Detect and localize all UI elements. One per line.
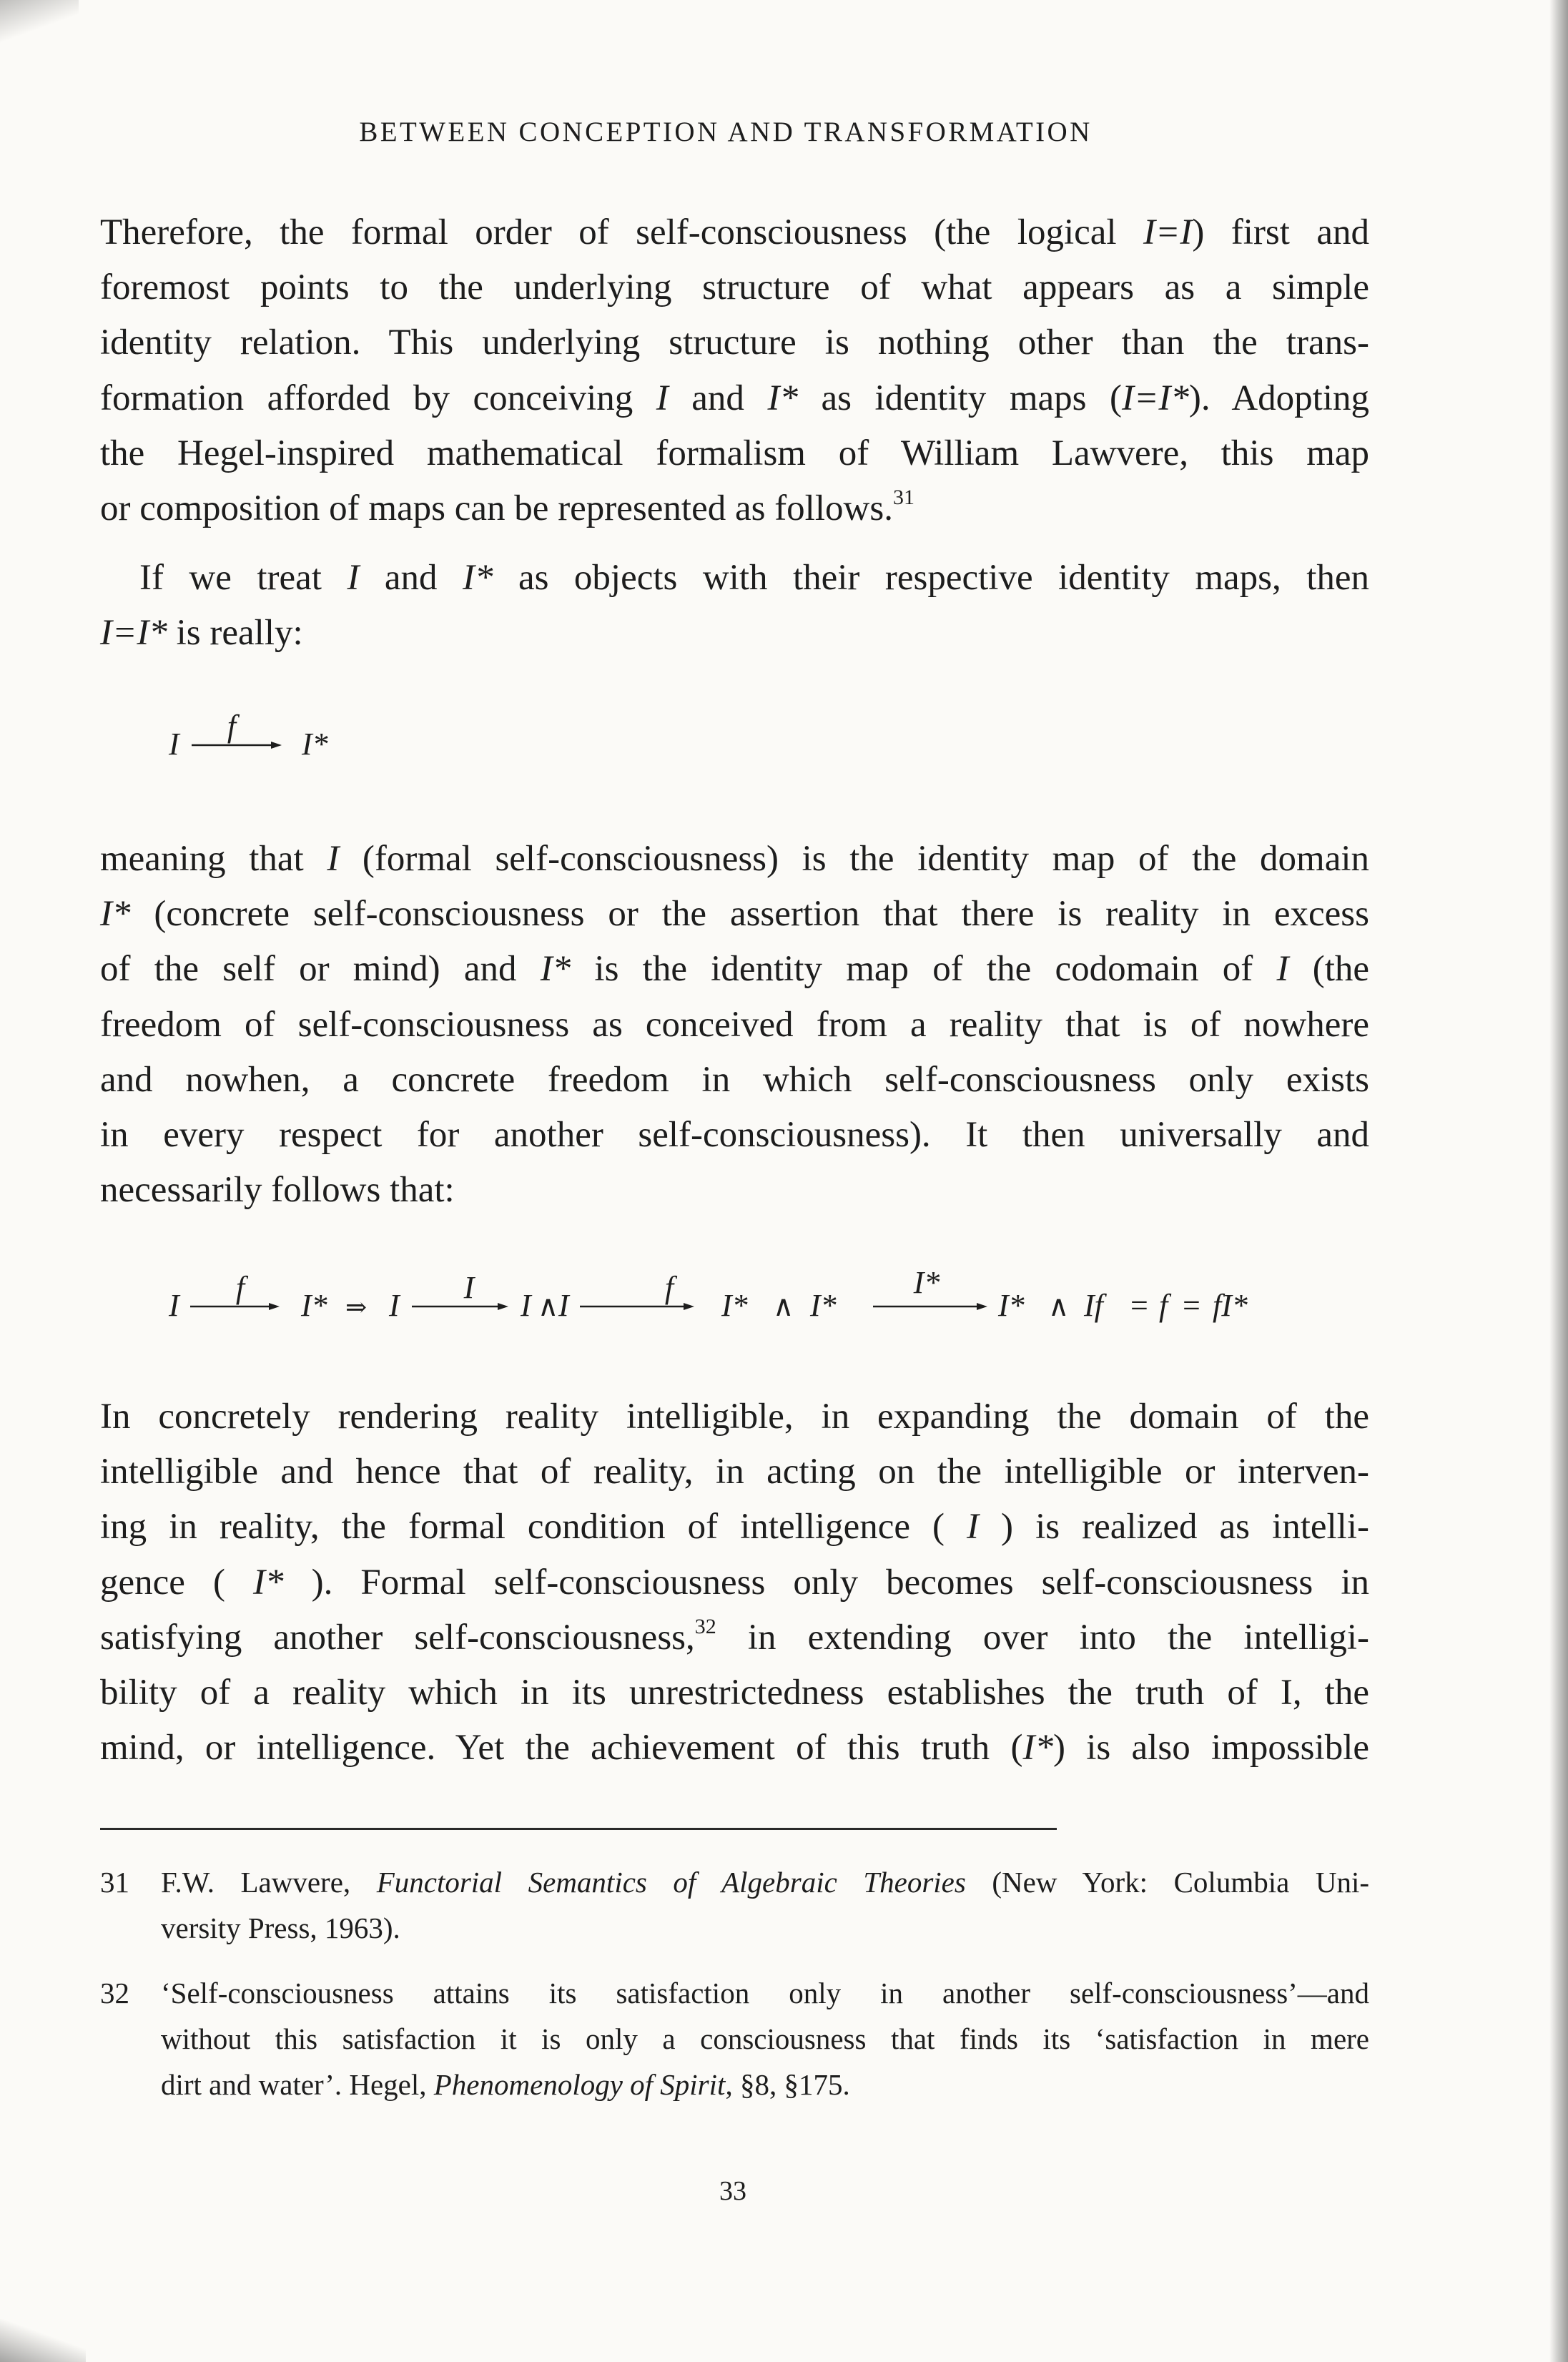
eq2-wedge-3: ∧ bbox=[1048, 1290, 1070, 1322]
scan-shadow-corner bbox=[0, 0, 79, 50]
footnote-32 bbox=[100, 1970, 1369, 2113]
fn32-line-2: without this satisfaction it is only a consciousness that finds its ‘satisfaction in mere bbox=[161, 2022, 1369, 2055]
p4-line-2: intelligible and hence that of reality, in acting on the intelligible or interven- bbox=[100, 1452, 1369, 1492]
footnote-31 bbox=[100, 1859, 1369, 1952]
eq2-arrow-4-label: I* bbox=[913, 1265, 940, 1300]
eq1-source: I bbox=[169, 727, 179, 762]
eq2-arrow-3-label: f bbox=[664, 1270, 674, 1305]
eq2-implies: ⇒ bbox=[345, 1293, 368, 1322]
eq2-arrow-3-head bbox=[684, 1303, 694, 1310]
eq2-term-4: I bbox=[521, 1288, 531, 1323]
eq2-equals-2: = bbox=[1183, 1288, 1200, 1323]
p3-line-5: and nowhen, a concrete freedom in which self-consciousness only exists bbox=[100, 1059, 1369, 1100]
eq2-equals-1: = bbox=[1130, 1288, 1148, 1323]
eq1-target: I* bbox=[302, 727, 328, 762]
p4-line-1: In concretely rendering reality intelligible, in expanding the domain of the bbox=[100, 1397, 1369, 1437]
eq2-arrow-4-head bbox=[977, 1303, 987, 1310]
p4-line-5: satisfying another self-consciousness,$^{32}$ in extending over into the intelligi- bbox=[100, 1614, 1369, 1658]
eq2-term-10: f bbox=[1159, 1288, 1168, 1323]
equation-2 bbox=[169, 1259, 1348, 1341]
equation-2-svg bbox=[169, 1259, 1348, 1337]
eq1-arrow-label: f bbox=[227, 709, 237, 744]
fn31-line-1: F.W. Lawvere, Functorial Semantics of Algebraic Theories (New York: Columbia Uni- bbox=[161, 1866, 1369, 1899]
eq2-term-1: I bbox=[169, 1288, 179, 1323]
eq2-term-3: I bbox=[389, 1288, 400, 1323]
p1-line-4: formation afforded by conceiving I and I* as identity maps (I=I*). Adopting bbox=[100, 378, 1370, 418]
eq2-term-8: I* bbox=[998, 1288, 1025, 1323]
scan-shadow-gutter bbox=[1549, 0, 1568, 2362]
eq2-term-11: fI* bbox=[1213, 1288, 1248, 1323]
footnote-32-text bbox=[161, 1970, 1369, 2107]
p2-line-2: I=I* is really: bbox=[100, 613, 303, 654]
footnote-31-number: 31 bbox=[100, 1866, 129, 1899]
page-number: 33 bbox=[719, 2176, 746, 2206]
eq2-term-9: If bbox=[1084, 1288, 1103, 1323]
p1-line-1: Therefore, the formal order of self-consciousness (the logical I=I) first and bbox=[100, 212, 1369, 252]
paragraph-3 bbox=[100, 832, 1369, 1218]
eq2-wedge-1: ∧ bbox=[538, 1290, 559, 1322]
equation-1 bbox=[169, 708, 398, 776]
p1-line-2: foremost points to the underlying structure of what appears as a simple bbox=[100, 267, 1369, 308]
p3-line-3: of the self or mind) and I* is the identity map of the codomain of I (the bbox=[100, 949, 1369, 990]
p4-line-3: ing in reality, the formal condition of intelligence ( I ) is realized as intelli- bbox=[100, 1507, 1369, 1547]
p3-line-4: freedom of self-consciousness as conceived from a reality that is of nowhere bbox=[100, 1004, 1369, 1045]
eq2-term-5: I bbox=[558, 1288, 569, 1323]
footnote-31-text bbox=[161, 1859, 1369, 1951]
eq2-term-7: I* bbox=[810, 1288, 837, 1323]
fn31-line-2: versity Press, 1963). bbox=[161, 1911, 400, 1944]
equation-1-svg bbox=[169, 708, 398, 772]
footnote-ref-31[interactable]: 31 bbox=[892, 486, 914, 510]
footnote-32-number: 32 bbox=[100, 1977, 129, 2009]
paragraph-1 bbox=[100, 205, 1369, 536]
eq2-wedge-2: ∧ bbox=[773, 1290, 794, 1322]
eq2-arrow-1-head bbox=[269, 1303, 280, 1310]
paragraph-2 bbox=[100, 551, 1369, 661]
p1-line-6: or composition of maps can be represented as follows.$^{31}$ bbox=[100, 486, 914, 529]
paragraph-4 bbox=[100, 1389, 1369, 1776]
p4-line-6: bility of a reality which in its unrestrictedness establishes the truth of I, the bbox=[100, 1673, 1369, 1713]
footnote-rule bbox=[100, 1828, 1057, 1830]
p4-line-4: gence ( I* ). Formal self-consciousness only becomes self-consciousness in bbox=[100, 1562, 1369, 1603]
fn32-line-3: dirt and water’. Hegel, Phenomenology of Spirit, §8, §175. bbox=[161, 2068, 850, 2101]
p3-line-6: in every respect for another self-consciousness). It then universally and bbox=[100, 1115, 1369, 1156]
fn32-line-1: ‘Self-consciousness attains its satisfaction only in another self-consciousness’—and bbox=[161, 1977, 1369, 2009]
scan-shadow-bottom bbox=[0, 2319, 86, 2362]
eq2-term-2: I* bbox=[301, 1288, 327, 1323]
p4-line-7: mind, or intelligence. Yet the achievement of this truth (I*) is also impossible bbox=[100, 1728, 1369, 1768]
eq2-term-6: I* bbox=[721, 1288, 748, 1323]
eq2-arrow-1-label: f bbox=[235, 1270, 245, 1305]
p1-line-3: identity relation. This underlying structure is nothing other than the trans- bbox=[100, 323, 1369, 363]
p3-line-1: meaning that I (formal self-consciousness) is the identity map of the domain bbox=[100, 839, 1369, 879]
p3-line-2: I* (concrete self-consciousness or the assertion that there is reality in excess bbox=[100, 894, 1369, 935]
p3-line-7: necessarily follows that: bbox=[100, 1170, 455, 1211]
eq2-arrow-2-label: I bbox=[463, 1270, 475, 1305]
footnote-ref-32[interactable]: 32 bbox=[694, 1614, 716, 1638]
running-head: BETWEEN CONCEPTION AND TRANSFORMATION bbox=[359, 117, 1093, 147]
eq1-arrow-head bbox=[271, 742, 282, 749]
eq2-arrow-2-head bbox=[498, 1303, 508, 1310]
p2-line-1: If we treat I and I* as objects with their respective identity maps, then bbox=[139, 558, 1370, 598]
p1-line-5: the Hegel-inspired mathematical formalism of William Lawvere, this map bbox=[100, 433, 1369, 473]
